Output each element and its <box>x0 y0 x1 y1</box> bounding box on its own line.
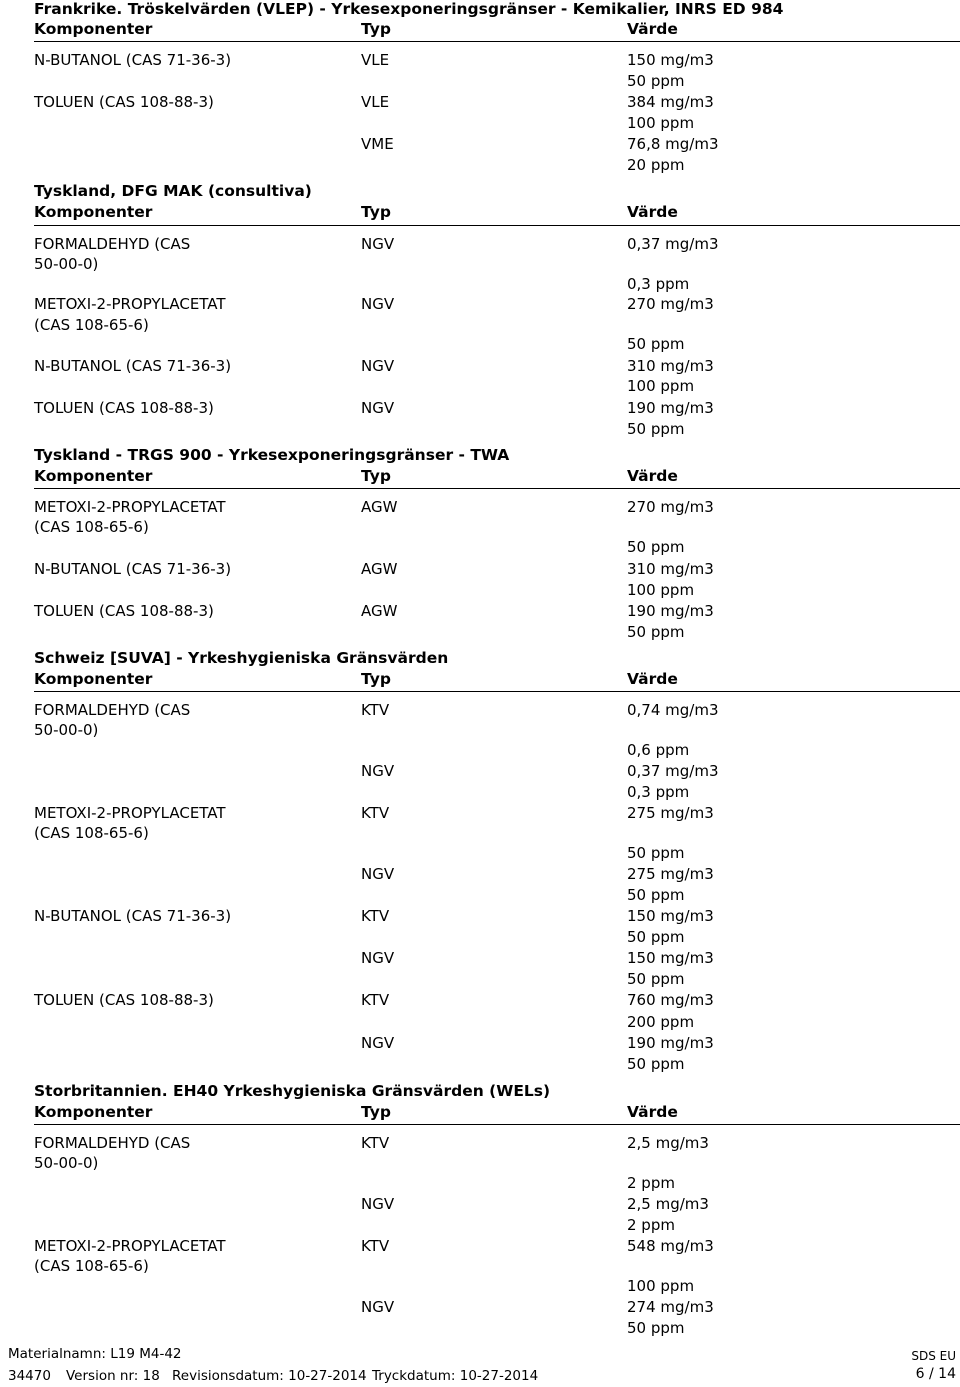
limit-value: 50 ppm <box>627 970 685 988</box>
limit-type: NGV <box>361 762 395 780</box>
limit-value: 275 mg/m3 <box>627 804 714 822</box>
component-cas: (CAS 108-65-6) <box>34 316 149 334</box>
limit-type: NGV <box>361 1034 395 1052</box>
column-header-value: Värde <box>627 670 678 688</box>
limit-value: 150 mg/m3 <box>627 51 714 69</box>
limit-value: 275 mg/m3 <box>627 865 714 883</box>
component-name: TOLUEN (CAS 108-88-3) <box>34 991 214 1009</box>
component-name: N-BUTANOL (CAS 71-36-3) <box>34 357 232 375</box>
component-name: FORMALDEHYD (CAS <box>34 701 191 719</box>
column-header-type: Typ <box>361 670 391 688</box>
limit-value: 50 ppm <box>627 1055 685 1073</box>
limit-value: 310 mg/m3 <box>627 357 714 375</box>
limit-type: NGV <box>361 295 395 313</box>
column-header-value: Värde <box>627 467 678 485</box>
limit-type: AGW <box>361 498 398 516</box>
limit-value: 190 mg/m3 <box>627 1034 714 1052</box>
section-title-switzerland: Schweiz [SUVA] - Yrkeshygieniska Gränsvärden <box>34 649 449 667</box>
component-name: N-BUTANOL (CAS 71-36-3) <box>34 907 232 925</box>
header-divider <box>34 225 960 226</box>
header-divider <box>34 488 960 489</box>
limit-value: 2,5 mg/m3 <box>627 1195 709 1213</box>
limit-type: KTV <box>361 907 390 925</box>
limit-value: 150 mg/m3 <box>627 907 714 925</box>
footer-sds-label: SDS EU <box>911 1349 956 1363</box>
header-divider <box>34 41 960 42</box>
limit-type: NGV <box>361 1195 395 1213</box>
component-name: TOLUEN (CAS 108-88-3) <box>34 93 214 111</box>
section-title-germany-trgs: Tyskland - TRGS 900 - Yrkesexponeringsgränser - TWA <box>34 446 510 464</box>
limit-value: 2 ppm <box>627 1216 675 1234</box>
limit-value: 384 mg/m3 <box>627 93 714 111</box>
component-name: METOXI-2-PROPYLACETAT <box>34 295 226 313</box>
limit-type: VME <box>361 135 394 153</box>
column-header-value: Värde <box>627 203 678 221</box>
column-header-type: Typ <box>361 20 391 38</box>
section-title-germany-mak: Tyskland, DFG MAK (consultiva) <box>34 182 312 200</box>
component-name: FORMALDEHYD (CAS <box>34 1134 191 1152</box>
table-header-uk <box>0 1101 960 1123</box>
limit-type: KTV <box>361 701 390 719</box>
limit-type: AGW <box>361 602 398 620</box>
footer-doc-number: 34470 <box>8 1368 51 1384</box>
limit-value: 100 ppm <box>627 1277 695 1295</box>
component-name: FORMALDEHYD (CAS <box>34 235 191 253</box>
table-header-germany-mak <box>0 201 960 223</box>
table-header-switzerland <box>0 668 960 690</box>
column-header-component: Komponenter <box>34 1103 153 1121</box>
header-divider <box>34 1124 960 1125</box>
limit-value: 100 ppm <box>627 114 695 132</box>
limit-value: 50 ppm <box>627 420 685 438</box>
limit-value: 548 mg/m3 <box>627 1237 714 1255</box>
component-name: TOLUEN (CAS 108-88-3) <box>34 602 214 620</box>
limit-value: 2 ppm <box>627 1174 675 1192</box>
limit-value: 100 ppm <box>627 581 695 599</box>
section-title-uk: Storbritannien. EH40 Yrkeshygieniska Gränsvärden (WELs) <box>34 1082 551 1100</box>
component-name: METOXI-2-PROPYLACETAT <box>34 498 226 516</box>
limit-value: 20 ppm <box>627 156 685 174</box>
column-header-component: Komponenter <box>34 670 153 688</box>
header-divider <box>34 691 960 692</box>
component-name: TOLUEN (CAS 108-88-3) <box>34 399 214 417</box>
footer-version: Version nr: 18 <box>66 1368 160 1384</box>
column-header-type: Typ <box>361 203 391 221</box>
column-header-component: Komponenter <box>34 203 153 221</box>
limit-value: 0,3 ppm <box>627 275 690 293</box>
limit-value: 50 ppm <box>627 623 685 641</box>
component-cas: (CAS 108-65-6) <box>34 518 149 536</box>
limit-value: 76,8 mg/m3 <box>627 135 719 153</box>
limit-value: 2,5 mg/m3 <box>627 1134 709 1152</box>
footer-print-date: Tryckdatum: 10-27-2014 <box>372 1368 539 1384</box>
table-header-france <box>0 18 960 40</box>
limit-type: KTV <box>361 1134 390 1152</box>
limit-value: 270 mg/m3 <box>627 498 714 516</box>
limit-value: 100 ppm <box>627 377 695 395</box>
limit-value: 310 mg/m3 <box>627 560 714 578</box>
footer-material-name: Materialnamn: L19 M4-42 <box>8 1346 182 1362</box>
footer-page-number: 6 / 14 <box>915 1366 956 1382</box>
component-name: N-BUTANOL (CAS 71-36-3) <box>34 51 232 69</box>
limit-value: 50 ppm <box>627 886 685 904</box>
limit-value: 200 ppm <box>627 1013 695 1031</box>
column-header-value: Värde <box>627 1103 678 1121</box>
column-header-type: Typ <box>361 1103 391 1121</box>
limit-value: 50 ppm <box>627 335 685 353</box>
column-header-type: Typ <box>361 467 391 485</box>
column-header-component: Komponenter <box>34 20 153 38</box>
limit-value: 50 ppm <box>627 928 685 946</box>
limit-value: 150 mg/m3 <box>627 949 714 967</box>
component-cas: (CAS 108-65-6) <box>34 824 149 842</box>
limit-value: 190 mg/m3 <box>627 602 714 620</box>
limit-value: 190 mg/m3 <box>627 399 714 417</box>
limit-type: VLE <box>361 51 390 69</box>
limit-value: 50 ppm <box>627 844 685 862</box>
component-name: METOXI-2-PROPYLACETAT <box>34 804 226 822</box>
component-cas: 50-00-0) <box>34 721 99 739</box>
limit-value: 50 ppm <box>627 1319 685 1337</box>
footer-revision-date: Revisionsdatum: 10-27-2014 <box>172 1368 367 1384</box>
component-cas: (CAS 108-65-6) <box>34 1257 149 1275</box>
limit-type: KTV <box>361 1237 390 1255</box>
column-header-value: Värde <box>627 20 678 38</box>
limit-value: 0,37 mg/m3 <box>627 762 719 780</box>
limit-type: NGV <box>361 949 395 967</box>
limit-value: 760 mg/m3 <box>627 991 714 1009</box>
limit-type: AGW <box>361 560 398 578</box>
limit-value: 50 ppm <box>627 538 685 556</box>
table-header-germany-trgs <box>0 465 960 487</box>
limit-value: 0,74 mg/m3 <box>627 701 719 719</box>
limit-type: NGV <box>361 1298 395 1316</box>
limit-type: NGV <box>361 235 395 253</box>
column-header-component: Komponenter <box>34 467 153 485</box>
limit-value: 0,3 ppm <box>627 783 690 801</box>
limit-type: VLE <box>361 93 390 111</box>
limit-type: NGV <box>361 357 395 375</box>
component-name: METOXI-2-PROPYLACETAT <box>34 1237 226 1255</box>
limit-type: KTV <box>361 991 390 1009</box>
section-title-france: Frankrike. Tröskelvärden (VLEP) - Yrkesexponeringsgränser - Kemikalier, INRS ED 984 <box>34 0 784 18</box>
limit-type: NGV <box>361 399 395 417</box>
component-name: N-BUTANOL (CAS 71-36-3) <box>34 560 232 578</box>
component-cas: 50-00-0) <box>34 1154 99 1172</box>
limit-value: 274 mg/m3 <box>627 1298 714 1316</box>
limit-value: 0,6 ppm <box>627 741 690 759</box>
limit-value: 50 ppm <box>627 72 685 90</box>
limit-type: NGV <box>361 865 395 883</box>
limit-type: KTV <box>361 804 390 822</box>
limit-value: 0,37 mg/m3 <box>627 235 719 253</box>
limit-value: 270 mg/m3 <box>627 295 714 313</box>
component-cas: 50-00-0) <box>34 255 99 273</box>
